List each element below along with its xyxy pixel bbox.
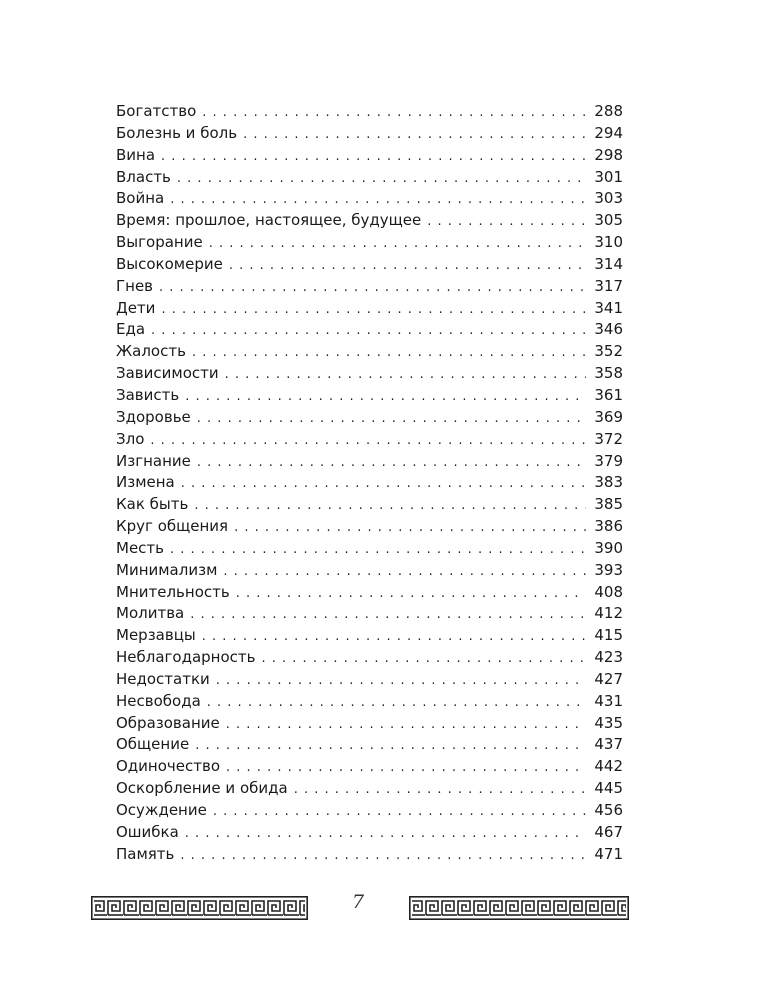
dot-leader bbox=[427, 211, 586, 233]
toc-entry bbox=[116, 538, 623, 560]
toc-entry bbox=[116, 560, 623, 582]
dot-leader bbox=[150, 430, 586, 452]
dot-leader bbox=[170, 539, 586, 561]
toc-entry-page: 303 bbox=[594, 189, 623, 208]
toc-entry-page: 385 bbox=[594, 495, 623, 514]
toc-entry-title: Зависимости bbox=[116, 364, 219, 383]
dot-leader bbox=[202, 626, 587, 648]
dot-leader bbox=[202, 102, 586, 124]
dot-leader bbox=[294, 779, 587, 801]
toc-entry bbox=[116, 167, 623, 189]
toc-entry-title: Богатство bbox=[116, 102, 197, 120]
dot-leader bbox=[185, 386, 586, 408]
dot-leader bbox=[236, 583, 587, 605]
dot-leader bbox=[195, 735, 586, 757]
toc-entry-page: 467 bbox=[594, 822, 623, 841]
toc-entry bbox=[116, 341, 623, 363]
toc-entry-title: Месть bbox=[116, 538, 164, 557]
dot-leader bbox=[161, 146, 586, 168]
dot-leader bbox=[234, 517, 586, 539]
toc-entry-page: 361 bbox=[594, 385, 623, 404]
toc-entry bbox=[116, 647, 623, 669]
toc-entry-page: 383 bbox=[594, 473, 623, 492]
toc-entry-title: Молитва bbox=[116, 604, 185, 623]
toc-entry-title: Измена bbox=[116, 473, 175, 492]
toc-entry-page: 386 bbox=[594, 517, 623, 536]
toc-entry-page: 408 bbox=[594, 582, 623, 601]
toc-entry-page: 437 bbox=[594, 735, 623, 754]
toc-entry bbox=[116, 582, 623, 604]
toc-entry-page: 341 bbox=[594, 298, 623, 317]
toc-entry bbox=[116, 188, 623, 210]
toc-entry-title: Здоровье bbox=[116, 407, 191, 426]
toc-entry bbox=[116, 625, 623, 647]
toc-entry bbox=[116, 691, 623, 713]
toc-entry-title: Оскорбление и обида bbox=[116, 779, 288, 798]
toc-entry-page: 415 bbox=[594, 626, 623, 645]
toc-entry bbox=[116, 734, 623, 756]
toc-entry bbox=[116, 210, 623, 232]
toc-entry-title: Неблагодарность bbox=[116, 648, 256, 667]
toc-entry-page: 352 bbox=[594, 342, 623, 361]
toc-entry-title: Зло bbox=[116, 429, 145, 448]
toc-entry-page: 314 bbox=[594, 254, 623, 273]
toc-entry-page: 435 bbox=[594, 713, 623, 732]
dot-leader bbox=[177, 168, 586, 190]
toc-entry-page: 301 bbox=[594, 167, 623, 186]
toc-entry-page: 390 bbox=[594, 538, 623, 557]
greek-key-ornament-right bbox=[409, 896, 629, 920]
toc-entry bbox=[116, 407, 623, 429]
toc-entry-title: Как быть bbox=[116, 495, 189, 514]
toc-entry-title: Осуждение bbox=[116, 801, 207, 819]
dot-leader bbox=[225, 364, 587, 386]
toc-entry bbox=[116, 669, 623, 691]
toc-entry bbox=[116, 603, 623, 625]
dot-leader bbox=[170, 189, 586, 211]
toc-entry-title: Зависть bbox=[116, 385, 180, 404]
toc-entry-title: Время: прошлое, настоящее, будущее bbox=[116, 211, 422, 230]
toc-entry bbox=[116, 232, 623, 254]
dot-leader bbox=[194, 495, 586, 517]
dot-leader bbox=[262, 648, 587, 670]
toc-entry-title: Одиночество bbox=[116, 757, 221, 776]
toc-entry-title: Образование bbox=[116, 713, 220, 732]
dot-leader bbox=[159, 277, 586, 299]
toc-entry bbox=[116, 145, 623, 167]
toc-entry-title: Вина bbox=[116, 145, 156, 164]
toc-entry-title: Война bbox=[116, 189, 165, 208]
toc-entry-title: Круг общения bbox=[116, 517, 229, 536]
toc-entry-page: 288 bbox=[594, 102, 623, 120]
toc-entry bbox=[116, 756, 623, 778]
toc-entry-title: Гнев bbox=[116, 276, 154, 295]
dot-leader bbox=[197, 408, 587, 430]
dot-leader bbox=[216, 670, 587, 692]
dot-leader bbox=[226, 757, 586, 779]
toc-entry-page: 456 bbox=[594, 801, 623, 819]
dot-leader bbox=[161, 299, 586, 321]
toc-entry bbox=[116, 800, 623, 822]
toc-entry-title: Недостатки bbox=[116, 669, 210, 688]
toc-entry-title: Несвобода bbox=[116, 691, 201, 710]
toc-entry-title: Изгнание bbox=[116, 451, 191, 470]
dot-leader bbox=[223, 561, 586, 583]
toc-entry bbox=[116, 276, 623, 298]
toc-entry-title: Память bbox=[116, 844, 175, 863]
toc-entry bbox=[116, 429, 623, 451]
toc-entry-page: 471 bbox=[594, 844, 623, 863]
toc-entry-title: Мнительность bbox=[116, 582, 230, 601]
toc-entry-page: 298 bbox=[594, 145, 623, 164]
toc-entry bbox=[116, 319, 623, 341]
toc-entry-title: Общение bbox=[116, 735, 190, 754]
toc-entry-page: 305 bbox=[594, 211, 623, 230]
dot-leader bbox=[213, 801, 587, 823]
toc-entry-title: Ошибка bbox=[116, 822, 179, 841]
toc-entry bbox=[116, 494, 623, 516]
page-footer bbox=[0, 890, 759, 926]
dot-leader bbox=[192, 342, 586, 364]
toc-entry bbox=[116, 101, 623, 123]
dot-leader bbox=[226, 714, 587, 736]
dot-leader bbox=[209, 233, 587, 255]
toc-entry-title: Минимализм bbox=[116, 560, 218, 579]
toc-entry-title: Высокомерие bbox=[116, 254, 223, 273]
toc-entry-page: 442 bbox=[594, 757, 623, 776]
dot-leader bbox=[243, 124, 586, 146]
dot-leader bbox=[151, 320, 586, 342]
toc-entry bbox=[116, 254, 623, 276]
toc-entry-title: Власть bbox=[116, 167, 171, 186]
toc-entry-title: Выгорание bbox=[116, 233, 203, 252]
toc-entry-page: 393 bbox=[594, 560, 623, 579]
toc-entry bbox=[116, 363, 623, 385]
toc-entry-title: Болезнь и боль bbox=[116, 123, 238, 142]
toc-entry-page: 412 bbox=[594, 604, 623, 623]
toc-entry-page: 445 bbox=[594, 779, 623, 798]
page-number: 7 bbox=[351, 891, 365, 913]
toc-entry bbox=[116, 778, 623, 800]
toc-entry bbox=[116, 472, 623, 494]
greek-key-ornament-left bbox=[91, 896, 308, 920]
toc-entry-page: 372 bbox=[594, 429, 623, 448]
toc-entry-page: 369 bbox=[594, 407, 623, 426]
toc-entry-title: Еда bbox=[116, 320, 146, 339]
toc-entry bbox=[116, 822, 623, 844]
toc-entry bbox=[116, 516, 623, 538]
toc-entry-page: 379 bbox=[594, 451, 623, 470]
toc-entry-page: 423 bbox=[594, 648, 623, 667]
toc-entry bbox=[116, 123, 623, 145]
toc-entry bbox=[116, 713, 623, 735]
toc-entry-title: Дети bbox=[116, 298, 156, 317]
toc-entry-title: Мерзавцы bbox=[116, 626, 196, 645]
table-of-contents bbox=[116, 101, 623, 866]
dot-leader bbox=[181, 473, 587, 495]
toc-entry-page: 358 bbox=[594, 364, 623, 383]
dot-leader bbox=[197, 452, 586, 474]
dot-leader bbox=[190, 604, 586, 626]
dot-leader bbox=[185, 823, 587, 845]
toc-entry bbox=[116, 844, 623, 866]
dot-leader bbox=[207, 692, 587, 714]
toc-entry-page: 427 bbox=[594, 669, 623, 688]
toc-entry-page: 346 bbox=[594, 320, 623, 339]
toc-entry-page: 294 bbox=[594, 123, 623, 142]
toc-entry bbox=[116, 385, 623, 407]
toc-entry bbox=[116, 451, 623, 473]
toc-entry-page: 310 bbox=[594, 233, 623, 252]
toc-entry-title: Жалость bbox=[116, 342, 186, 361]
toc-entry bbox=[116, 298, 623, 320]
dot-leader bbox=[180, 845, 586, 867]
dot-leader bbox=[229, 255, 587, 277]
toc-entry-page: 431 bbox=[594, 691, 623, 710]
toc-entry-page: 317 bbox=[594, 276, 623, 295]
